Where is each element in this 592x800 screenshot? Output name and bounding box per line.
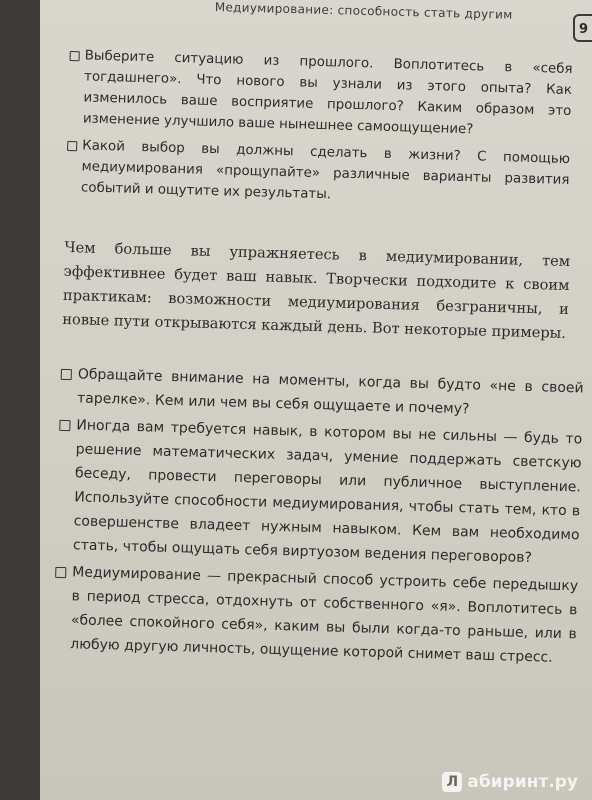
checklist-item	[68, 45, 573, 143]
site-watermark	[442, 772, 578, 792]
checkbox-square-icon	[61, 369, 72, 380]
checklist-item-text: Иногда вам требуется навык, в котором вы не сильны — будь то решение математических задач, умение поддержать светскую беседу, провести переговоры или публичное выступление. Используйте способности медиумирования, чтобы стать тем, кто в совершенстве владеет нужным навыком. Кем вам необходимо стать, чтобы ощущать себя виртуозом ведения переговоров?	[72, 417, 583, 567]
checkbox-square-icon	[55, 567, 66, 578]
checklist-item	[56, 413, 583, 572]
checkbox-square-icon	[59, 420, 70, 431]
page-number: 9	[573, 14, 592, 42]
checklist-item-text: Выберите ситуацию из прошлого. Воплотитесь в «себя тогдашнего». Что нового вы узнали из этого опыта? Как изменилось ваше восприятие прошлого? Каким образом это изменение улучшило ваше нынешнее самоощущение?	[82, 48, 573, 138]
page-content	[53, 45, 592, 674]
checkbox-square-icon	[67, 141, 77, 151]
checklist-item	[66, 135, 571, 212]
labirint-logo-icon: Л	[442, 772, 462, 792]
checklist-item-text: Какой выбор вы должны сделать в жизни? С помощью медиумирования «прощупайте» различные варианты развития событий и ощутите их результаты.	[80, 138, 571, 203]
watermark-text: абиринт.ру	[467, 772, 578, 792]
body-paragraph: Чем больше вы упражняетесь в медиумировании, тем эффективнее будет ваш навык. Творчески подходите к своим практикам: возможности медиумирования безграничны, и новые пути открываются каждый день. Вот некоторые примеры.	[62, 238, 571, 342]
checklist-item-text: Медиумирование — прекрасный способ устроить себе передышку в период стресса, отдохнуть от собственного «я». Воплотитесь в «более спокойного себя», каким вы были когда-то раньше, или в любую другую личность, ощущение которой снимет ваш стресс.	[70, 564, 579, 666]
book-page	[40, 0, 592, 800]
checkbox-square-icon	[70, 51, 80, 61]
checklist-item-text: Обращайте внимание на моменты, когда вы будто «не в своей тарелке». Кем или чем вы себя ощущаете и почему?	[76, 366, 584, 418]
checklist-item	[53, 560, 578, 671]
running-header: Медиумирование: способность стать другим	[214, 0, 513, 22]
